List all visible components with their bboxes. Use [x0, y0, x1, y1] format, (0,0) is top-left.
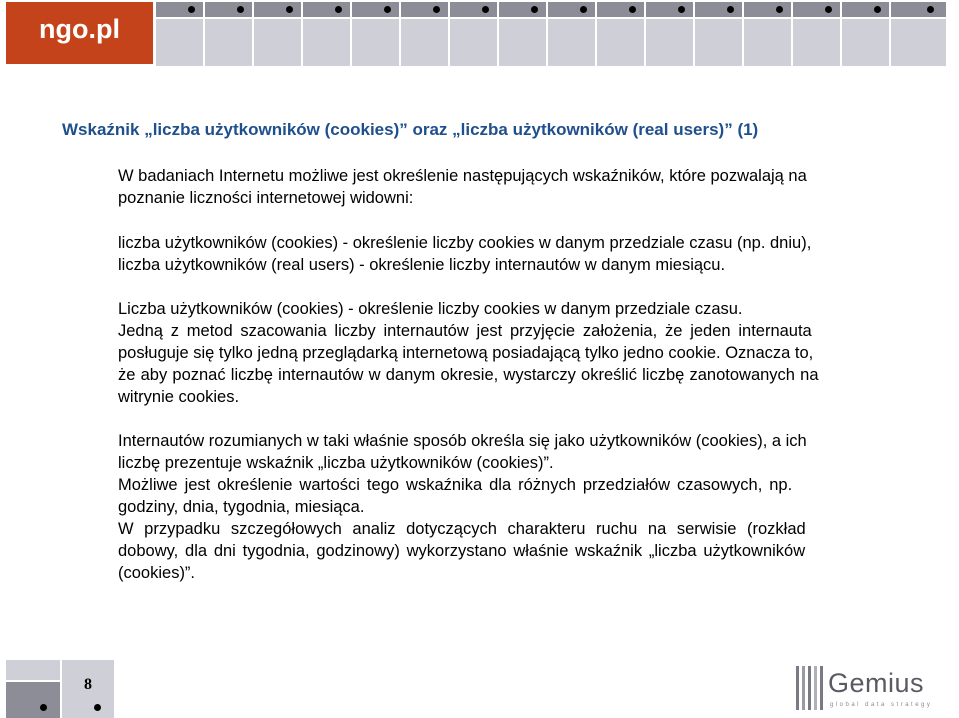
- text-line: liczba użytkowników (real users) - określenie liczby internautów w danym miesiącu.: [118, 256, 726, 274]
- bullet-dot: [825, 6, 832, 13]
- text-line: W badaniach Internetu możliwe jest określenie następujących wskaźników, które pozwalają na: [118, 167, 807, 185]
- text-line: godziny, dnia, tygodnia, miesiąca.: [118, 498, 365, 516]
- header-cell: [303, 2, 350, 17]
- header-cell: [744, 2, 791, 17]
- text-line: Jedną z metod szacowania liczby internautów jest przyjęcie założenia, że jeden internauta: [118, 322, 812, 340]
- bullet-dot: [629, 6, 636, 13]
- text-line: poznanie liczności internetowej widowni:: [118, 189, 414, 207]
- bullet-dot: [531, 6, 538, 13]
- header-cell: [793, 2, 840, 17]
- text-line: witrynie cookies.: [118, 388, 240, 406]
- paragraph-intro: [118, 165, 900, 209]
- header-cell: [548, 19, 595, 66]
- text-line: (cookies)”.: [118, 564, 196, 582]
- text-line: Liczba użytkowników (cookies) - określenie liczby cookies w danym przedziale czasu.: [118, 300, 743, 318]
- header-cell: [744, 19, 791, 66]
- header-cell: [842, 19, 889, 66]
- gemius-tagline: global data strategy: [830, 702, 933, 708]
- bullet-dot: [433, 6, 440, 13]
- text-line: że aby poznać liczbę internautów w danym okresie, wystarczy określić liczbę zanotowanych na: [118, 366, 819, 384]
- header-cell: [793, 19, 840, 66]
- bullet-dot: [580, 6, 587, 13]
- text-line: posługuje się tylko jedną przeglądarką internetową posiadającą tylko jedno cookie. Oznacza to,: [118, 344, 814, 362]
- bullet-dot: [678, 6, 685, 13]
- header-cell: [254, 19, 301, 66]
- bullet-dot: [482, 6, 489, 13]
- bullet-dot: [927, 6, 934, 13]
- header-cell: [156, 2, 203, 17]
- header-cell: [499, 2, 546, 17]
- header-cell: [450, 2, 497, 17]
- header-cell: [891, 19, 946, 66]
- bullet-dot: [727, 6, 734, 13]
- header-cell: [205, 2, 252, 17]
- header-cell: [695, 19, 742, 66]
- header-cell: [352, 2, 399, 17]
- ngo-logo: [6, 2, 153, 64]
- header-cell: [646, 2, 693, 17]
- header-cell: [646, 19, 693, 66]
- header-cell: [254, 2, 301, 17]
- header-cell: [205, 19, 252, 66]
- header-decoration: [156, 2, 946, 66]
- text-line: dobowy, dla dni tygodnia, godzinowy) wykorzystano właśnie wskaźnik „liczba użytkowników: [118, 542, 806, 560]
- header-cell: [891, 2, 946, 17]
- header-cell: [499, 19, 546, 66]
- bullet-dot: [335, 6, 342, 13]
- text-line: Możliwe jest określenie wartości tego wskaźnika dla różnych przedziałów czasowych, np.: [118, 476, 793, 494]
- bullet-dot: [874, 6, 881, 13]
- gemius-wordmark: Gemius: [828, 668, 925, 698]
- header-cell: [548, 2, 595, 17]
- page-number-box: [62, 660, 114, 718]
- header-cell: [156, 19, 203, 66]
- bullet-dot: [188, 6, 195, 13]
- header-cell: [401, 19, 448, 66]
- text-line: liczba użytkowników (cookies) - określenie liczby cookies w danym przedziale czasu (np. dniu),: [118, 234, 812, 252]
- header-cell: [401, 2, 448, 17]
- bullet-dot: [237, 6, 244, 13]
- bullet-dot: [94, 704, 101, 711]
- paragraph-cookies-method: [118, 298, 900, 408]
- bullet-dot: [286, 6, 293, 13]
- gemius-mark-icon: [790, 666, 830, 710]
- text-line: Internautów rozumianych w taki właśnie sposób określa się jako użytkowników (cookies), a ich: [118, 432, 807, 450]
- slide-title: Wskaźnik „liczba użytkowników (cookies)” oraz „liczba użytkowników (real users)” (1): [62, 120, 759, 139]
- bullet-dot: [776, 6, 783, 13]
- paragraph-users-indicator: [118, 430, 900, 584]
- header-cell: [842, 2, 889, 17]
- header-cell: [303, 19, 350, 66]
- bullet-dot: [40, 704, 47, 711]
- gemius-logo: [790, 662, 955, 718]
- bullet-dot: [384, 6, 391, 13]
- header-cell: [450, 19, 497, 66]
- page-number: 8: [84, 676, 92, 693]
- footer-decoration: [6, 682, 60, 718]
- text-line: liczbę prezentuje wskaźnik „liczba użytkowników (cookies)”.: [118, 454, 554, 472]
- header-cell: [695, 2, 742, 17]
- logo-text: ngo.pl: [39, 14, 120, 44]
- paragraph-definitions: [118, 232, 900, 276]
- header-cell: [352, 19, 399, 66]
- header-cell: [597, 19, 644, 66]
- text-line: W przypadku szczegółowych analiz dotyczących charakteru ruchu na serwisie (rozkład: [118, 520, 806, 538]
- footer-decoration: [6, 660, 60, 680]
- header-cell: [597, 2, 644, 17]
